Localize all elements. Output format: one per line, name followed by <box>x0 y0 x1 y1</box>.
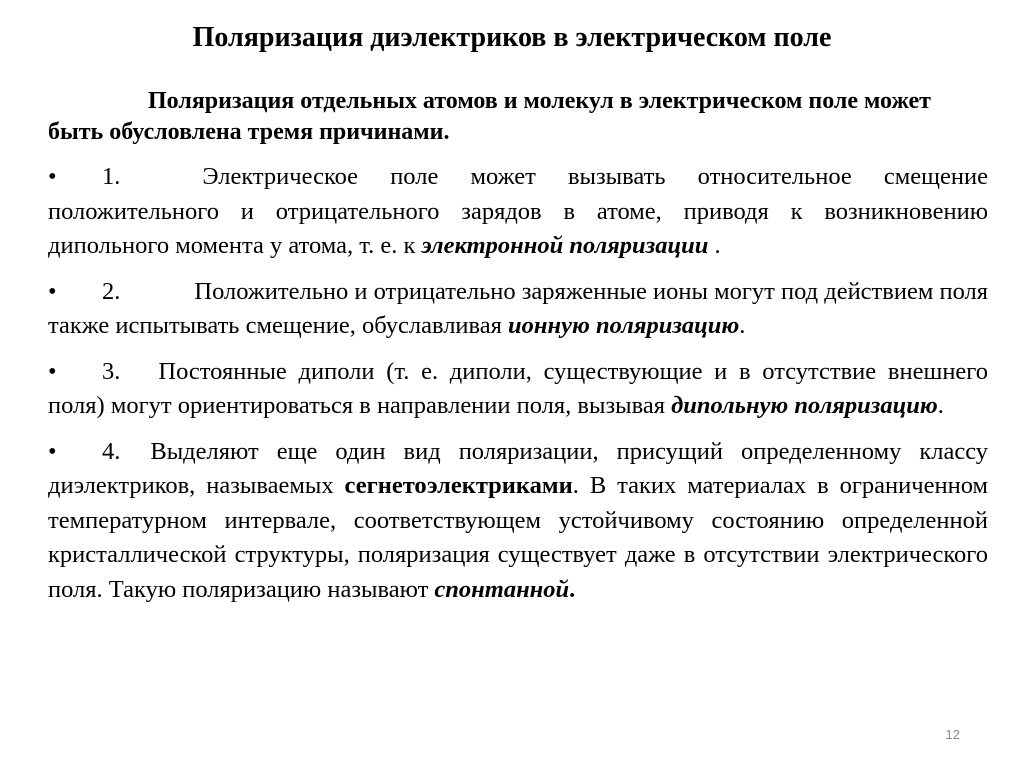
bullet: • <box>48 163 57 190</box>
item-emphasis: спонтанной <box>434 575 570 603</box>
list-item <box>48 160 988 264</box>
slide-title: Поляризация диэлектриков в электрическом поле <box>192 22 832 53</box>
item-emphasis: электронной поляризации <box>421 232 709 259</box>
item-text-end: . <box>739 312 746 339</box>
page-number: 12 <box>945 727 960 742</box>
bullet: • <box>48 277 57 305</box>
list-item <box>48 275 988 344</box>
item-text: Положительно и отрицательно заряженные ионы могут под действием поля также испытывать смещение, обуславливая <box>48 277 988 339</box>
item-text-end: . <box>708 232 721 259</box>
item-text: Выделяют еще один вид поляризации, присущий определенному классу диэлектриков, называемых <box>48 437 988 499</box>
item-emphasis: ионную поляризацию <box>508 312 740 339</box>
bullet: • <box>48 437 57 465</box>
item-strong: сегнетоэлектриками <box>344 472 573 499</box>
list-item <box>48 355 988 424</box>
item-text: Постоянные диполи (т. е. диполи, существующие и в отсутствие внешнего поля) могут ориентироваться в направлении поля, вызывая <box>48 357 988 419</box>
item-emphasis: дипольную поляризацию <box>671 392 938 419</box>
list-item <box>48 435 988 608</box>
item-number: 2. <box>102 277 121 305</box>
item-number: 4. <box>102 437 121 465</box>
item-number: 3. <box>102 357 121 385</box>
intro-text: Поляризация отдельных атомов и молекул в электрическом поле может быть обусловлена тремя причинами. <box>48 88 931 145</box>
item-text: Электрическое поле может вызывать относительное смещение положительного и отрицательного зарядов в атоме, приводя к возникновению дипольного момента у атома, т. е. к <box>48 163 988 259</box>
intro-paragraph <box>48 86 988 148</box>
item-number: 1. <box>102 163 121 190</box>
bullet: • <box>48 357 57 385</box>
polarization-causes-list <box>48 160 988 618</box>
item-text-end: . <box>569 575 576 603</box>
item-text-middle: . В таких материалах в ограниченном температурном интервале, соответствующем устойчивому состоянию определенной кристаллической структуры, поляризация существует даже в отсутствии электрического поля. Такую поляризацию называют <box>48 472 988 603</box>
item-text-end: . <box>937 392 944 419</box>
